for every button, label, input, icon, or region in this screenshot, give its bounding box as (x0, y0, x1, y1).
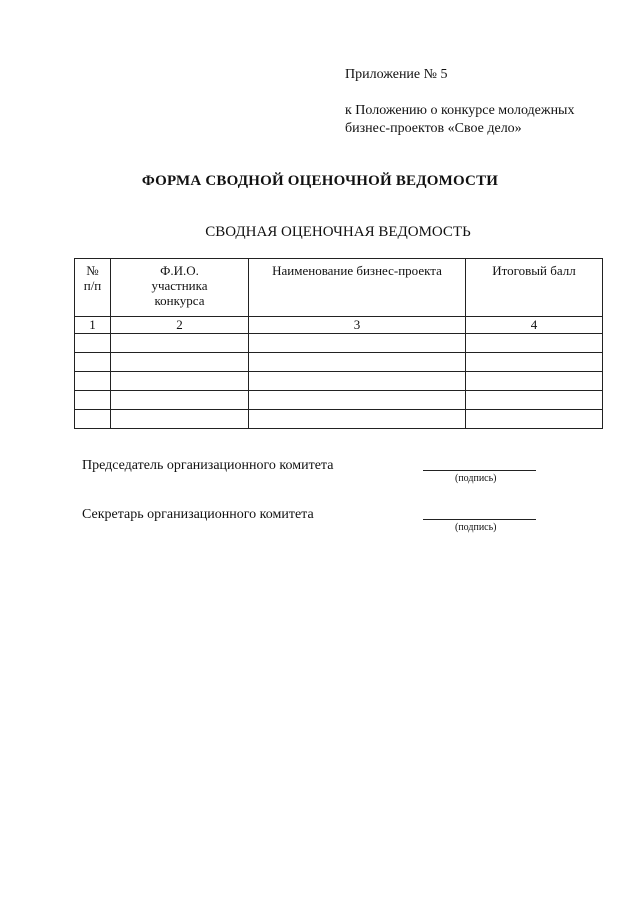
table-cell (111, 372, 249, 391)
chairman-signature-label: Председатель организационного комитета (82, 458, 334, 473)
table-cell (75, 353, 111, 372)
header-number (75, 259, 111, 317)
table-row (75, 353, 603, 372)
header-number-line-1: № (86, 263, 99, 278)
table-cell (75, 391, 111, 410)
table-cell (111, 391, 249, 410)
appendix-reference-line-1: к Положению о конкурсе молодежных (345, 103, 575, 118)
header-participant-line-3: конкурса (154, 293, 205, 308)
header-participant-line-1: Ф.И.О. (160, 263, 199, 278)
table-row (75, 334, 603, 353)
table-cell (466, 334, 603, 353)
header-participant-line-2: участника (151, 278, 208, 293)
appendix-number: Приложение № 5 (345, 67, 448, 82)
header-number-line-2: п/п (83, 278, 102, 293)
table-row (75, 391, 603, 410)
secretary-signature-label: Секретарь организационного комитета (82, 507, 314, 522)
header-participant-name (111, 259, 249, 317)
table-cell (249, 353, 466, 372)
summary-score-table (74, 258, 603, 429)
column-number: 4 (466, 317, 603, 334)
table-cell (75, 410, 111, 429)
appendix-reference-line-2: бизнес-проектов «Свое дело» (345, 121, 522, 136)
table-cell (75, 372, 111, 391)
table-cell (466, 372, 603, 391)
table-cell (466, 410, 603, 429)
chairman-signature-line (423, 470, 536, 471)
secretary-signature-line (423, 519, 536, 520)
table-cell (466, 391, 603, 410)
column-number: 1 (75, 317, 111, 334)
chairman-signature-hint: (подпись) (455, 473, 497, 484)
table-cell (249, 391, 466, 410)
appendix-block (345, 66, 574, 138)
column-number: 2 (111, 317, 249, 334)
table-row (75, 372, 603, 391)
sheet-title: СВОДНАЯ ОЦЕНОЧНАЯ ВЕДОМОСТЬ (205, 224, 471, 240)
table-cell (249, 410, 466, 429)
table-cell (75, 334, 111, 353)
header-final-score: Итоговый балл (466, 259, 603, 317)
column-number: 3 (249, 317, 466, 334)
table-cell (111, 334, 249, 353)
form-title: ФОРМА СВОДНОЙ ОЦЕНОЧНОЙ ВЕДОМОСТИ (141, 173, 499, 189)
table-row (75, 410, 603, 429)
header-project-name: Наименование бизнес-проекта (249, 259, 466, 317)
table-cell (249, 334, 466, 353)
table-cell (466, 353, 603, 372)
secretary-signature-hint: (подпись) (455, 522, 497, 533)
table-cell (111, 353, 249, 372)
column-number-row (75, 317, 603, 334)
table-cell (111, 410, 249, 429)
table-cell (249, 372, 466, 391)
table-header-row (75, 259, 603, 317)
